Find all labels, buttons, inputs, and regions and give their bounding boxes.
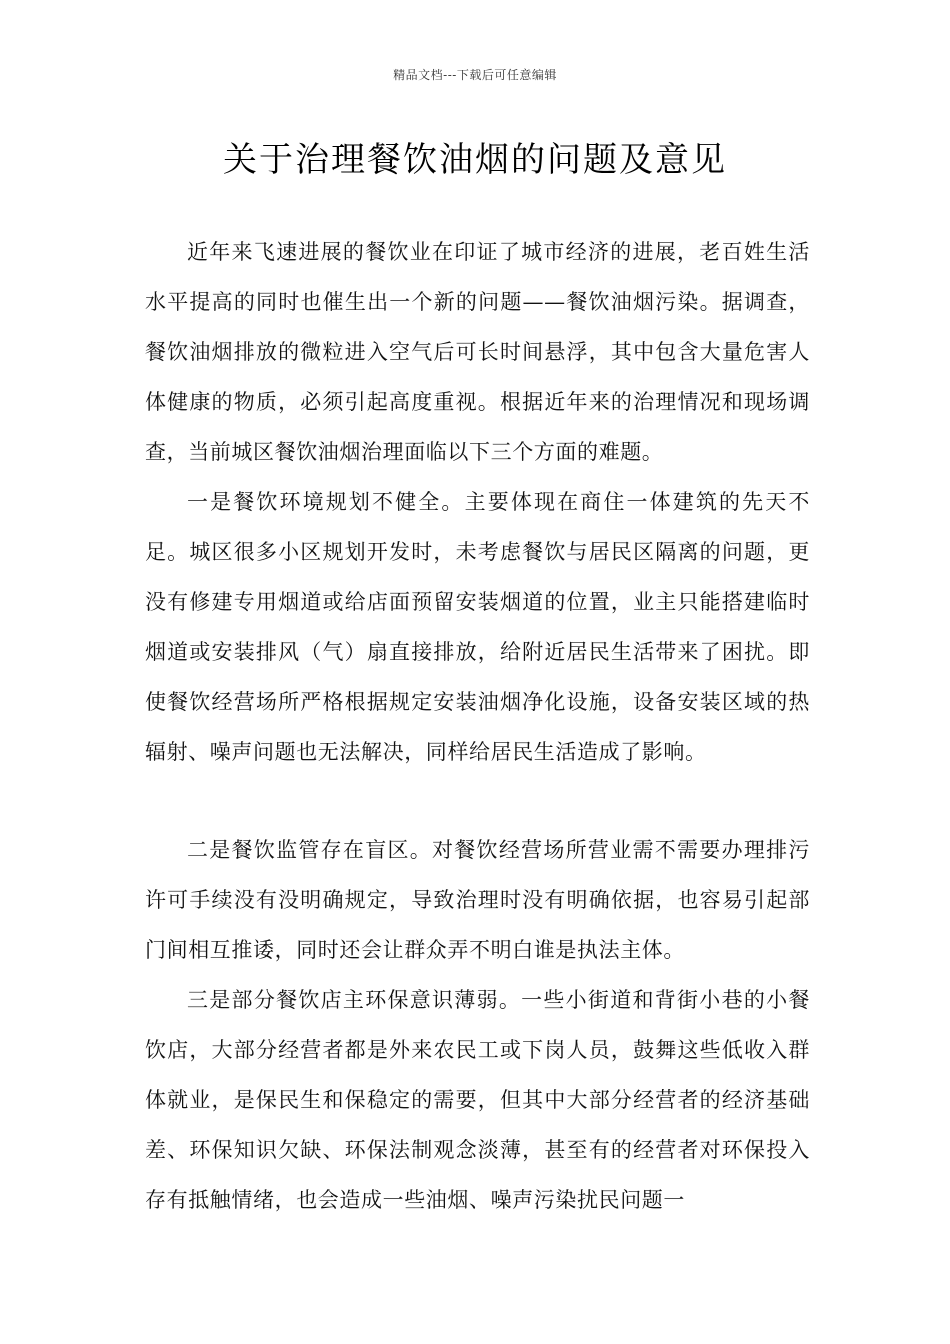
document-title: 关于治理餐饮油烟的问题及意见: [223, 140, 727, 180]
paragraph-text: 三是部分餐饮店主环保意识薄弱。一些小街道和背街小巷的小餐饮店，大部分经营者都是外来农民工或下岗人员，鼓舞这些低收入群体就业，是保民生和保稳定的需要，但其中大部分经营者的经济基础差、环保知识欠缺、环保法制观念淡薄，甚至有的经营者对环保投入存有抵触情绪，也会造成一些油烟、噪声污染扰民问题一: [145, 988, 810, 1212]
paragraph-text: 近年来飞速进展的餐饮业在印证了城市经济的进展，老百姓生活水平提高的同时也催生出一个新的问题——餐饮油烟污染。据调查，餐饮油烟排放的微粒进入空气后可长时间悬浮，其中包含大量危害人体健康的物质，必须引起高度重视。根据近年来的治理情况和现场调查，当前城区餐饮油烟治理面临以下三个方面的难题。: [145, 240, 810, 464]
paragraph-point-two: [145, 825, 810, 975]
paragraph-text: 二是餐饮监管存在盲区。对餐饮经营场所营业需不需要办理排污许可手续没有没明确规定，导致治理时没有明确依据，也容易引起部门间相互推诿，同时还会让群众弄不明白谁是执法主体。: [145, 838, 810, 962]
header-note: 精品文档---下载后可任意编辑: [393, 68, 557, 82]
paragraph-point-one: [145, 477, 810, 777]
paragraph-intro: [145, 227, 810, 477]
paragraph-text: 一是餐饮环境规划不健全。主要体现在商住一体建筑的先天不足。城区很多小区规划开发时，未考虑餐饮与居民区隔离的问题，更没有修建专用烟道或给店面预留安装烟道的位置，业主只能搭建临时烟道或安装排风（气）扇直接排放，给附近居民生活带来了困扰。即使餐饮经营场所严格根据规定安装油烟净化设施，设备安装区域的热辐射、噪声问题也无法解决，同样给居民生活造成了影响。: [145, 490, 810, 764]
paragraph-point-three: [145, 975, 810, 1225]
